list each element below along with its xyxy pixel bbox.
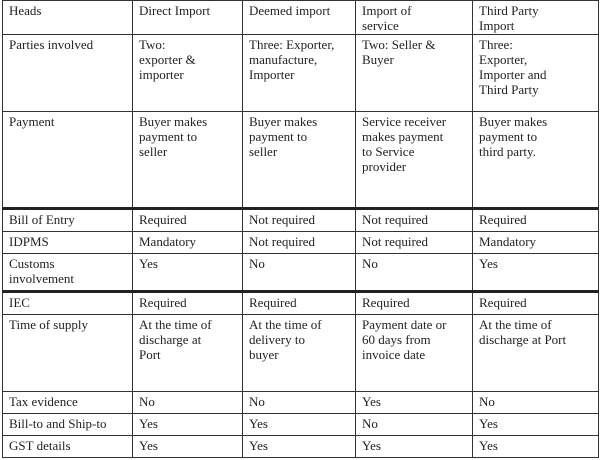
- table-cell: Buyer makes payment to third party.: [473, 112, 599, 208]
- table-cell: No: [356, 413, 473, 435]
- table-cell: Yes: [356, 391, 473, 413]
- row-head-cell: Time of supply: [3, 315, 133, 391]
- table-row: [3, 208, 599, 231]
- table-cell: Yes: [473, 413, 599, 435]
- table-cell: No: [473, 391, 599, 413]
- row-head-cell: Tax evidence: [3, 391, 133, 413]
- row-head-cell: IEC: [3, 292, 133, 315]
- table-cell: No: [356, 254, 473, 292]
- table-cell: At the time of delivery to buyer: [243, 315, 356, 391]
- table-cell: Required: [473, 208, 599, 231]
- table-cell: Mandatory: [473, 231, 599, 253]
- table-cell: Not required: [243, 208, 356, 231]
- table-cell: No: [133, 391, 243, 413]
- header-cell-deemed-import: Deemed import: [243, 1, 356, 35]
- table-cell: Three: Exporter, Importer and Third Party: [473, 35, 599, 112]
- table-cell: Yes: [473, 435, 599, 457]
- row-head-cell: Customs involvement: [3, 254, 133, 292]
- row-head-cell: IDPMS: [3, 231, 133, 253]
- table-cell: Service receiver makes payment to Service provider: [356, 112, 473, 208]
- table-cell: Yes: [356, 435, 473, 457]
- table-row: [3, 112, 599, 208]
- table-cell: At the time of discharge at Port: [473, 315, 599, 391]
- table-cell: Three: Exporter, manufacture, Importer: [243, 35, 356, 112]
- table-cell: Buyer makes payment to seller: [243, 112, 356, 208]
- table-cell: Required: [356, 292, 473, 315]
- table-cell: No: [243, 254, 356, 292]
- table-cell: Buyer makes payment to seller: [133, 112, 243, 208]
- table-cell: Payment date or 60 days from invoice date: [356, 315, 473, 391]
- row-head-cell: Bill-to and Ship-to: [3, 413, 133, 435]
- header-cell-heads: Heads: [3, 1, 133, 35]
- row-head-cell: Bill of Entry: [3, 208, 133, 231]
- table-row: [3, 35, 599, 112]
- row-head-cell: GST details: [3, 435, 133, 457]
- table-row: [3, 254, 599, 292]
- table-row: [3, 435, 599, 457]
- header-cell-direct-import: Direct Import: [133, 1, 243, 35]
- table-cell: Required: [473, 292, 599, 315]
- table-cell: Required: [133, 208, 243, 231]
- table-row: [3, 292, 599, 315]
- table-cell: Yes: [133, 254, 243, 292]
- table-cell: Two: exporter & importer: [133, 35, 243, 112]
- header-cell-import-of-service: Import of service: [356, 1, 473, 35]
- table-row: [3, 413, 599, 435]
- table-cell: Yes: [473, 254, 599, 292]
- table-row: [3, 315, 599, 391]
- row-head-cell: Parties involved: [3, 35, 133, 112]
- header-cell-third-party-import: Third Party Import: [473, 1, 599, 35]
- table-cell: Mandatory: [133, 231, 243, 253]
- table-cell: Yes: [133, 435, 243, 457]
- table-header-row: [3, 1, 599, 35]
- table-cell: No: [243, 391, 356, 413]
- table-cell: Not required: [356, 231, 473, 253]
- table-cell: Yes: [133, 413, 243, 435]
- table-cell: Yes: [243, 435, 356, 457]
- table-cell: Yes: [243, 413, 356, 435]
- table-cell: Required: [133, 292, 243, 315]
- table-cell: Required: [243, 292, 356, 315]
- import-comparison-table: [2, 0, 599, 458]
- row-head-cell: Payment: [3, 112, 133, 208]
- table-row: [3, 231, 599, 253]
- table-row: [3, 391, 599, 413]
- table-cell: Not required: [243, 231, 356, 253]
- table-cell: Two: Seller & Buyer: [356, 35, 473, 112]
- table-cell: Not required: [356, 208, 473, 231]
- table-cell: At the time of discharge at Port: [133, 315, 243, 391]
